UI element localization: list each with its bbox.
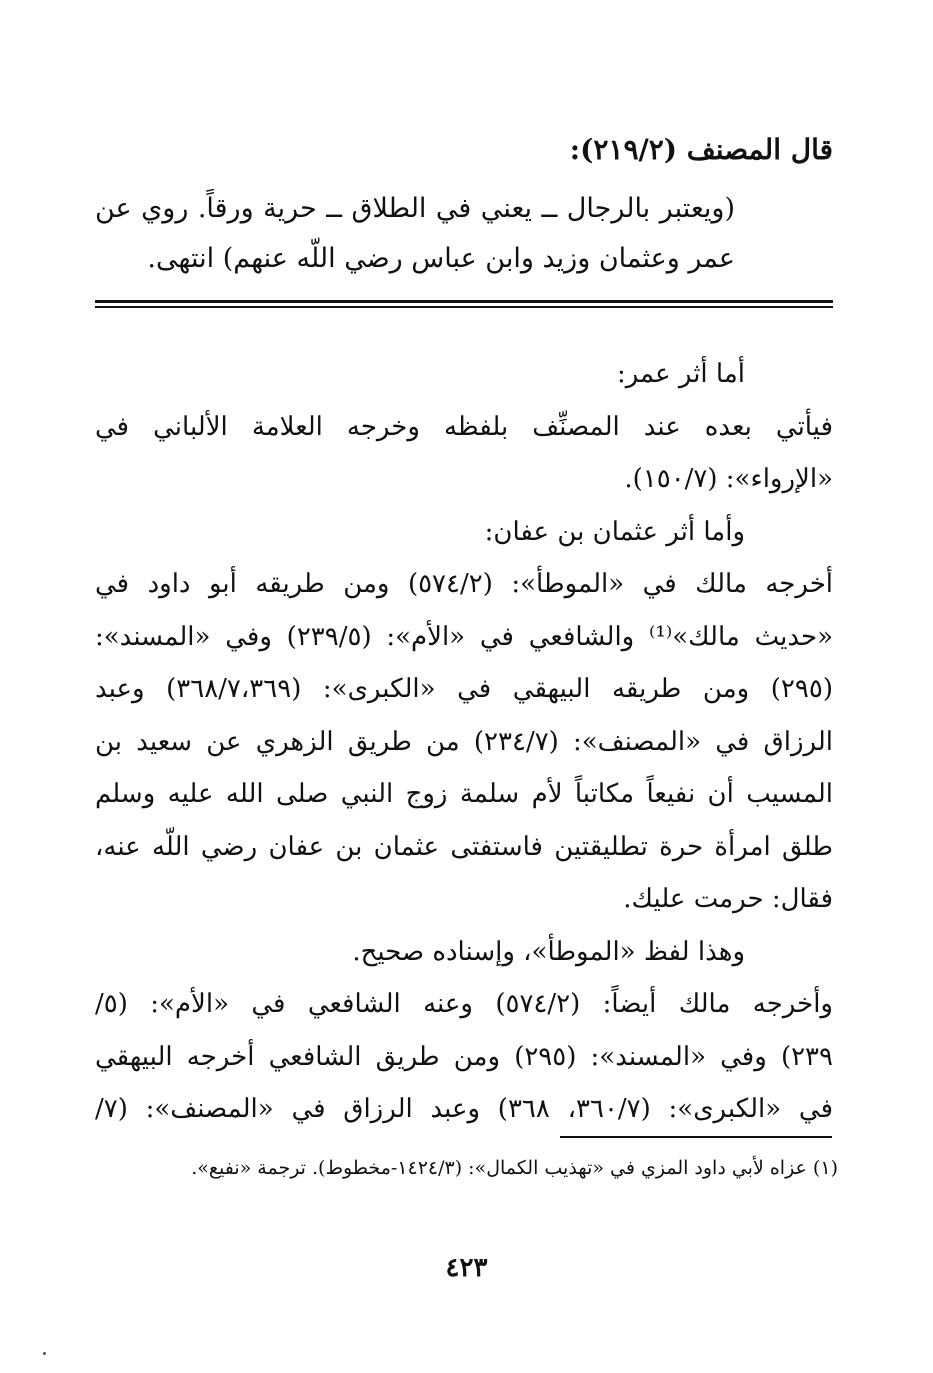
paragraph-line: الرزاق في «المصنف»: (٢٣٤/٧) من طريق الزهري عن سعيد بن <box>95 726 833 757</box>
paragraph-line: (٢٩٥) ومن طريقه البيهقي في «الكبرى»: (٣٦٨/٧،٣٦٩) وعبد <box>95 674 833 704</box>
paragraph-line: ٢٣٩) وفي «المسند»: (٢٩٥) ومن طريق الشافعي أخرجه البيهقي <box>95 1041 833 1072</box>
section-heading: قال المصنف (٢١٩/٢): <box>569 133 833 166</box>
paragraph-line: في «الكبرى»: (٣٦٠/٧، ٣٦٨) وعبد الرزاق في «المصنف»: (٧/ <box>95 1094 834 1124</box>
quoted-text <box>95 184 735 284</box>
paragraph-line: أما أثر عمر: <box>616 359 745 389</box>
paragraph-line: طلق امرأة حرة تطليقتين فاستفتى عثمان بن عفان رضي اللّه عنه، <box>95 831 833 862</box>
commentary-text <box>95 348 833 1136</box>
paragraph-line: فقال: حرمت عليك. <box>623 884 833 914</box>
paragraph-line: فيأتي بعده عند المصنِّف بلفظه وخرجه العلامة الألباني في <box>95 411 833 442</box>
section-divider <box>95 300 833 306</box>
quote-line: (ويعتبر بالرجال ــ يعني في الطلاق ــ حرية ورقاً. روي عن <box>95 193 735 224</box>
quote-line: عمر وعثمان وزيد وابن عباس رضي اللّه عنهم) انتهى. <box>147 243 735 274</box>
footnote-separator <box>560 1136 832 1138</box>
paragraph-line: «الإرواء»: (١٥٠/٧). <box>624 464 833 494</box>
paragraph-line: وأما أثر عثمان بن عفان: <box>484 516 745 547</box>
paragraph-line: وهذا لفظ «الموطأ»، وإسناده صحيح. <box>352 936 745 967</box>
paragraph-line: «حديث مالك»⁽¹⁾ والشافعي في «الأم»: (٢٣٩/٥) وفي «المسند»: <box>95 621 833 652</box>
paragraph-line: أخرجه مالك في «الموطأ»: (٥٧٤/٢) ومن طريقه أبو داود في <box>95 569 833 599</box>
scan-speck <box>43 1352 46 1355</box>
footnote: (١) عزاه لأبي داود المزي في «تهذيب الكمال»: (١٤٢٤/٣-مخطوط). ترجمة «نفيع». <box>191 1157 838 1179</box>
paragraph-line: المسيب أن نفيعاً مكاتباً لأم سلمة زوج النبي صلى الله عليه وسلم <box>95 779 833 809</box>
page-number: ٤٢٣ <box>445 1253 488 1283</box>
paragraph-line: وأخرجه مالك أيضاً: (٥٧٤/٢) وعنه الشافعي في «الأم»: (٥/ <box>95 989 833 1019</box>
